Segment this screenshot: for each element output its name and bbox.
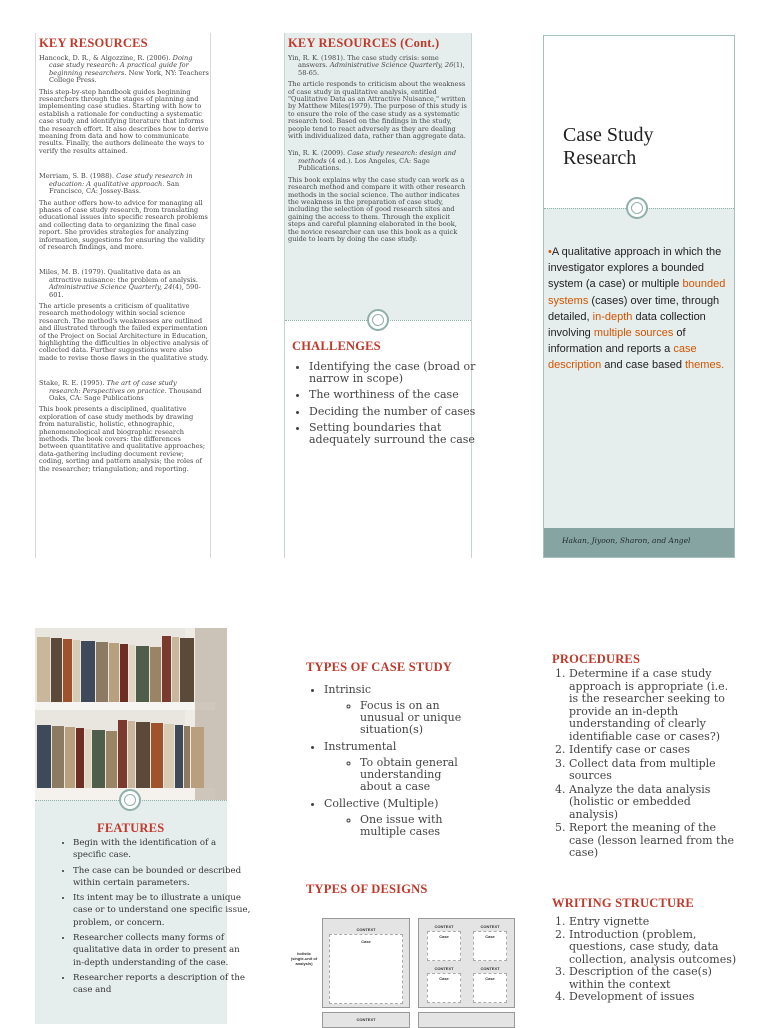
cover-title (563, 124, 654, 170)
procedure-step: 4. Analyze the data analysis (holistic or embedded analysis) (569, 784, 739, 822)
reference-annotation: This book presents a disciplined, qualitative exploration of case study methods by drawing from naturalistic, holistic, ethnographic, phenomenological and biographic research methods. The book covers: the differences between quantitative and qualitative approaches; data-gathering including document review; coding, sorting and pattern analysis; the roles of the researcher; triangulation; and reporting. (39, 405, 206, 473)
case-study-type-description: ◦ To obtain general understanding about a case (360, 757, 470, 793)
citation-publisher: Thousand Oaks, CA: Sage Publications (49, 386, 202, 403)
case-study-type (324, 798, 512, 838)
book-spine (120, 644, 128, 702)
citation-authors: Yin, R. K. (1981). The case study crisis: some answers. (288, 54, 439, 70)
book-spine (81, 641, 95, 702)
reference-citation (39, 380, 209, 402)
key-resources-cont-heading: KEY RESOURCES (Cont.) (288, 36, 440, 50)
procedures-list (551, 668, 739, 861)
def-text-1: A qualitative approach in which the investigator explores a bounded system (a case) or multiple (548, 246, 722, 291)
citation-publisher: (4), 590-601. (49, 283, 201, 299)
def-text-5: and case based (601, 359, 685, 372)
reference-entry (288, 150, 468, 243)
context-label: CONTEXT (480, 924, 500, 929)
book-spine (51, 638, 62, 702)
design-diagram (290, 918, 515, 1024)
cover-footer (544, 528, 734, 557)
book-spine (175, 725, 183, 788)
types-list (312, 684, 512, 843)
features-heading: FEATURES (97, 821, 165, 835)
cover-title-line1: Case Study (563, 124, 654, 146)
citation-title: Administrative Science Quarterly, 24 (49, 283, 173, 292)
reference-citation (39, 173, 209, 195)
writing-structure-list (551, 916, 739, 1004)
procedure-step: 5. Report the meaning of the case (lesson learned from the case) (569, 822, 739, 860)
key-resources-list (39, 55, 209, 491)
types-panel (290, 650, 520, 1024)
book-spine (85, 729, 91, 788)
book-spine (172, 637, 179, 702)
book-spine (109, 643, 119, 702)
citation-authors: Miles, M. B. (1979). Qualitative data as an attractive nuisance: the problem of analysis. (39, 268, 198, 284)
cover-authors: Hakan, Jiyoon, Sharon, and Angel (562, 536, 691, 545)
reference-entry (39, 380, 209, 473)
designs-heading: TYPES OF DESIGNS (306, 882, 428, 896)
def-highlight-in-depth: in-depth (592, 310, 633, 323)
citation-title: Doing case study research: A practical guide for beginning researchers. (49, 54, 193, 77)
citation-title: Case study research in education: A qualitative approach. (49, 172, 193, 188)
feature-item: • Researcher reports a description of the case and (73, 972, 251, 997)
feature-item: • The case can be bounded or described within certain parameters. (73, 865, 251, 890)
reference-entry (39, 269, 209, 362)
ring-ornament-icon (367, 309, 389, 331)
case-box (473, 973, 507, 1003)
writing-structure-step: 3. Description of the case(s) within the context (569, 966, 739, 991)
def-text-2: (cases) over time, through detailed, (548, 294, 720, 323)
book-spine (151, 723, 163, 788)
def-text-3: data collection involving (548, 310, 706, 340)
challenge-item: • Identifying the case (broad or narrow in scope) (309, 361, 489, 384)
context-label: CONTEXT (480, 966, 500, 971)
embedded-context-label: CONTEXT (356, 1017, 376, 1022)
feature-item: • Its intent may be to illustrate a unique case or to understand one specific issue, problem, or concern. (73, 892, 251, 929)
challenge-item: • The worthiness of the case (309, 389, 489, 401)
book-spine (96, 642, 108, 702)
procedure-step: 3. Collect data from multiple sources (569, 758, 739, 783)
context-cell (469, 923, 511, 963)
book-spine (106, 731, 117, 788)
key-resources-cont-panel (284, 33, 476, 558)
reference-entry (39, 55, 209, 155)
holistic-label: holistic (single-unit of analysis) (290, 951, 318, 966)
case-study-type-label: • Instrumental (324, 740, 397, 753)
citation-publisher: San Francisco, CA: Jossey-Bass. (49, 179, 180, 196)
reference-citation (39, 55, 209, 85)
embedded-multiple-case-box (418, 1012, 515, 1028)
book-spine (92, 730, 105, 788)
citation-publisher: (4 ed.). Los Angeles, CA: Sage Publications. (298, 156, 430, 173)
cover-ring-ornament-icon (626, 197, 648, 219)
case-study-type-description: ◦ One issue with multiple cases (360, 814, 470, 838)
case-label: Case (485, 976, 495, 981)
context-cell (423, 923, 465, 963)
definition-bullet: • (548, 246, 552, 258)
case-label: Case (439, 976, 449, 981)
book-spine (129, 645, 135, 702)
challenge-item: • Deciding the number of cases (309, 406, 489, 418)
book-spine (164, 724, 174, 788)
citation-authors: Hancock, D. R., & Algozzine, R. (2006). (39, 54, 173, 62)
context-cell (469, 965, 511, 1005)
embedded-single-case-box (322, 1012, 410, 1028)
case-study-type (324, 741, 512, 793)
book-spine (136, 646, 149, 702)
feature-item: • Researcher collects many forms of qualitative data in order to present an in-depth understanding of the case. (73, 932, 251, 969)
book-spine (128, 721, 135, 788)
case-label: Case (361, 939, 371, 944)
case-box (427, 931, 461, 961)
types-bullets (312, 684, 512, 838)
citation-authors: Merriam, S. B. (1988). (39, 172, 117, 181)
writing-structure-heading: WRITING STRUCTURE (552, 896, 694, 910)
case-study-type (324, 684, 512, 736)
reference-citation (288, 150, 468, 172)
key-resources-cont-list (288, 55, 468, 253)
writing-structure-step: 2. Introduction (problem, questions, case study, data collection, analysis outcomes) (569, 929, 739, 967)
book-spine (52, 726, 64, 788)
challenges-heading: CHALLENGES (292, 339, 381, 353)
book-spine (65, 727, 75, 788)
cover-panel (543, 35, 735, 558)
book-spine (63, 639, 72, 702)
book-spine (150, 647, 161, 702)
def-highlight-case-description: case description (548, 343, 697, 372)
procedures-heading: PROCEDURES (552, 652, 641, 666)
reference-annotation: The article responds to criticism about the weakness of case study in qualitative analysis, entitled "Qualitative Data as an Attractive Nuisance," written by Matthew Miles(1979). The purpose of this study is to ensure the role of the case study as a systematic research tool. Based on the findings in the study, people tend to react adversely as they are dealing with individualized data, rather than aggregate data. (288, 80, 467, 141)
writing-structure-step: 4. Development of issues (569, 991, 739, 1004)
def-highlight-themes: themes. (685, 359, 725, 372)
def-highlight-multiple-sources: multiple sources (593, 327, 674, 340)
key-resources-panel (35, 33, 211, 558)
citation-title: Administrative Science Quarterly, 26 (329, 61, 454, 70)
case-study-type-sub (324, 757, 512, 793)
key-resources-heading: KEY RESOURCES (39, 36, 148, 50)
case-study-type-sub (324, 700, 512, 736)
reference-entry (39, 173, 209, 251)
bookshelf-image (35, 628, 227, 800)
types-heading: TYPES OF CASE STUDY (306, 660, 453, 674)
def-text-4: of information and reports a (548, 327, 686, 356)
case-study-type-label: • Intrinsic (324, 683, 372, 696)
writing-structure-step: 1. Entry vignette (569, 916, 739, 929)
citation-title: The art of case study research: Perspectives on practice. (49, 379, 177, 395)
book-spine (76, 728, 84, 788)
procedure-step: 2. Identify case or cases (569, 744, 739, 757)
reference-annotation: This book explains why the case study can work as a research method and compare it with other research methods in the social science. The author indicates the weakness in the preparation of case study, including the selection of good research sites and gaining the access to them. Through the explicit steps and careful planning elaborated in the book, the novice researcher can use this book as a quick guide to learn by doing the case study. (288, 175, 466, 243)
reference-entry (288, 55, 468, 140)
feature-item: • Begin with the identification of a specific case. (73, 837, 251, 862)
multiple-case-box (418, 918, 515, 1008)
context-label: CONTEXT (434, 924, 454, 929)
citation-authors: Yin, R. K. (2009). (288, 149, 348, 158)
reference-annotation: This step-by-step handbook guides beginning researchers through the stages of planning and implementing case studies. Starting with how to establish a rationale for conducting a systematic case study and identifying literature that informs the research effort. It also describes how to derive meaning from data and how to communicate results. Finally, the authors delineate the ways to verify the results attained. (39, 87, 209, 155)
book-spine (118, 720, 127, 788)
case-study-type-description: ◦ Focus is on an unusual or unique situation(s) (360, 700, 470, 736)
reference-annotation: The author offers how-to advice for managing all phases of case study research, from translating educational issues into specific research problems and collecting data to organizing the final case report. She provides strategies for analyzing information, suggestions for ensuring the validity of research findings, and more. (39, 198, 208, 251)
case-label: Case (439, 934, 449, 939)
book-spine (180, 638, 194, 702)
reference-annotation: The article presents a criticism of qualitative research methodology within social science research. The method's weaknesses are outlined and illustrated through the failed experimentation of the Project on Social Architecture in Education, highlighting the difficulties in objective analysis of collected data. Further suggestions were also made to revise those flaws in the qualitative study. (39, 301, 209, 362)
book-spine (184, 726, 190, 788)
context-cell (423, 965, 465, 1005)
book-spine (191, 727, 204, 788)
def-highlight-bounded-systems: bounded systems (548, 278, 726, 307)
case-box (427, 973, 461, 1003)
book-spine (136, 722, 150, 788)
holistic-single-case-box (322, 918, 410, 1008)
book-spine (37, 725, 51, 788)
procedures-panel (545, 650, 745, 1024)
features-panel (35, 628, 251, 1024)
cover-definition (548, 244, 731, 374)
challenges-list (287, 361, 489, 450)
context-label: CONTEXT (356, 927, 376, 932)
challenge-item: • Setting boundaries that adequately surround the case (309, 422, 489, 445)
book-spine (73, 640, 80, 702)
case-box (329, 934, 403, 1004)
case-label: Case (485, 934, 495, 939)
case-study-type-sub (324, 814, 512, 838)
context-label: CONTEXT (434, 966, 454, 971)
procedure-step: 1. Determine if a case study approach is appropriate (i.e. is the researcher seeking to provide an in-depth understanding of clearly identifiable case or cases?) (569, 668, 739, 743)
book-spine (162, 636, 171, 702)
citation-publisher: New York, NY: Teachers College Press. (49, 68, 209, 85)
case-box (473, 931, 507, 961)
citation-authors: Stake, R. E. (1995). (39, 379, 107, 388)
book-spine (37, 637, 50, 702)
reference-citation (39, 269, 209, 299)
citation-publisher: (1), 58-65. (298, 61, 465, 77)
cover-title-line2: Research (563, 147, 637, 169)
case-study-type-label: • Collective (Multiple) (324, 797, 439, 810)
reference-citation (288, 55, 468, 77)
features-list (49, 837, 251, 1000)
features-ring-ornament-icon (119, 789, 141, 811)
citation-title: Case study research: design and methods (298, 149, 457, 165)
